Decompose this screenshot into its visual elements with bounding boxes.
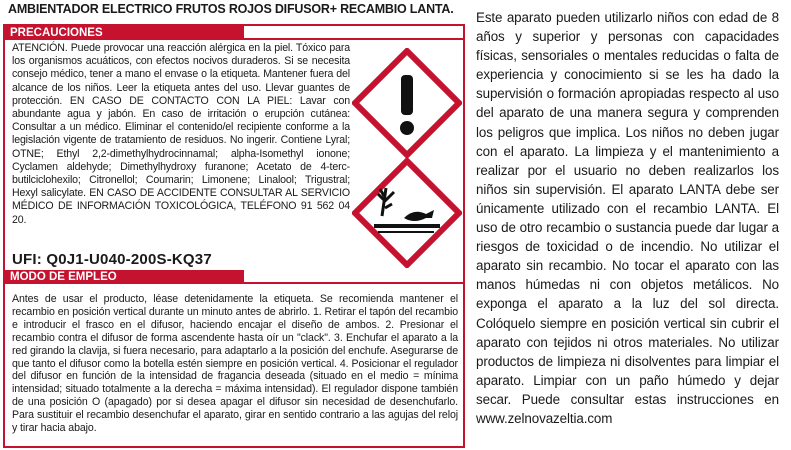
usage-heading: MODO DE EMPLEO — [4, 270, 244, 284]
precautions-body: ATENCIÓN. Puede provocar una reacción alérgica en la piel. Tóxico para los organismos acuáticos, con efectos nocivos duraderos. Si se necesita consejo médico, tener a mano el envase o la etiqueta. Mantener fuera del alcance de los niños. Leer la etiqueta antes del uso. Llevar guantes de protección. EN CASO DE CONTACTO CON LA PIEL: Lavar con abundante agua y jabón. En caso de irritación o erupción cutánea: Consultar a un médico. Eliminar el contenido/el recipiente conforme a la legislación vigente de tratamiento de residuos. No ingerir. Contiene Lyral; OTNE; Ethyl 2,2-dimethylhydrocinnamal; alpha-Isomethyl ionone; Cyclamen aldehyde; Dimethylhydroxy furanone; Acetato de 4-terc-butilciclohexilo; Citronellol; Coumarin; Limonene; Linalool; Trigustral; Hexyl salicylate. EN CASO DE ACCIDENTE CONSULTAR AL SERVICIO MÉDICO DE INFORMACIÓN TOXICOLÓGICA, TELÉFONO 91 562 04 20. — [12, 42, 350, 226]
precautions-text — [12, 42, 350, 227]
product-title: AMBIENTADOR ELECTRICO FRUTOS ROJOS DIFUSOR+ RECAMBIO LANTA. — [8, 2, 454, 16]
precautions-heading: PRECAUCIONES — [4, 26, 244, 40]
ufi-code: UFI: Q0J1-U040-200S-KQ37 — [12, 251, 212, 268]
usage-body: Antes de usar el producto, léase detenidamente la etiqueta. Se recomienda mantener el recambio en posición vertical durante un minuto antes de abrirlo. 1. Retirar el tapón del recambio e introducir el frasco en el difusor, haciendo encajar el diseño de ambos. 2. Presionar el recambio contra el difusor de forma ascendente hasta oír un "clack". 3. Enchufar el aparato a la red girando la clavija, si fuera necesario, para adaptarlo a la posición del enchufe. Asegurarse de que tanto el difusor como la botella estén siempre en posición vertical. 4. Posicionar el regulador del difusor en función de la intensidad de fragancia deseada (situado en el medio = mínima intensidad; situado totalmente a la derecha = máxima intensidad). El regulador dispone también de una posición O (apagado) por si desea apagar el difusor sin necesidad de desenchufarlo. Para sustituir el recambio desenchufar el aparato, girar en sentido contrario a las agujas del reloj y tirar hacia abajo. — [12, 293, 458, 435]
usage-text — [12, 293, 458, 435]
safety-notice: Este aparato pueden utilizarlo niños con edad de 8 años y superior y personas con capacidades físicas, sensoriales o mentales reducidas o falta de experiencia y conocimiento si se les ha dado la supervisión o formación apropiadas respecto al uso del aparato de una manera segura y comprenden los peligros que implica. Los niños no deben jugar con el aparato. La limpieza y el mantenimiento a realizar por el usuario no deben realizarlos los niños sin supervisión. El aparato LANTA debe ser únicamente utilizado con el recambio LANTA. El uso de otro recambio o sustancia puede dar lugar a riesgos de toxicidad o de incendio. No utilizar el aparato sin recambio. No tocar el aparato con las manos húmedas ni con objetos metálicos. No exponga el aparato a la luz del sol directa. Colóquelo siempre en posición vertical sin cubrir el aparato con tejidos ni otros materiales. No utilizar productos de limpieza ni disolventes para limpiar el aparato. Limpiar con un paño húmedo y dejar secar. Puede consultar estas instrucciones en www.zelnovazeltia.com — [476, 10, 779, 426]
exclamation-mark-hazard-icon — [352, 48, 462, 158]
environment-hazard-icon — [352, 158, 462, 268]
